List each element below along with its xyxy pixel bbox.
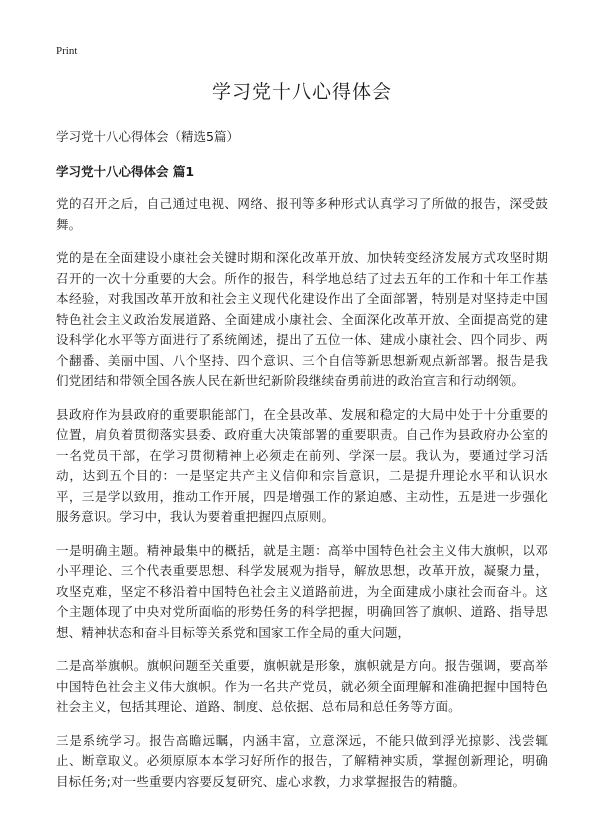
paragraph-3: 县政府作为县政府的重要职能部门，在全县改革、发展和稳定的大局中处于十分重要的位置，肩负着贯彻落实县委、政府重大决策部署的重要职责。自己作为县政府办公室的一名党员干部，在学习贯彻精神上必须走在前列、学深一层。我认为，要通过学习活动，达到五个目的：一是坚定共产主义信仰和宗旨意识，二是提升理论水平和认识水平，三是学以致用，推动工作开展，四是增强工作的紧迫感、主动性，五是进一步强化服务意识。学习中，我认为要着重把握四点原则。 — [56, 406, 548, 524]
paragraph-2: 党的是在全面建设小康社会关键时期和深化改革开放、加快转变经济发展方式攻坚时期召开的一次十分重要的大会。所作的报告，科学地总结了过去五年的工作和十年工作基本经验，对我国改革开放和社会主义现代化建设作出了全面部署，特别是对坚持走中国特色社会主义政治发展道路、全面建成小康社会、全面深化改革开放、全面提高党的建设科学化水平等方面进行了系统阐述，提出了五位一体、建成小康社会、四个同步、两个翻番、美丽中国、八个坚持、四个意识、三个自信等新思想新观点新部署。报告是我们党团结和带领全国各族人民在新世纪新阶段继续奋勇前进的政治宣言和行动纲领。 — [56, 250, 548, 388]
document-subtitle: 学习党十八心得体会（精选5篇） — [56, 129, 239, 144]
paragraph-1: 党的召开之后，自己通过电视、网络、报刊等多种形式认真学习了所做的报告，深受鼓舞。 — [56, 196, 548, 232]
paragraph-6: 三是系统学习。报告高瞻远瞩，内涵丰富，立意深远，不能只做到浮光掠影、浅尝辄止、断章取义。必须原原本本学习好所作的报告，了解精神实质，掌握创新理论，明确目标任务;对一些重要内容要反复研究、虚心求教，力求掌握报告的精髓。 — [56, 732, 548, 789]
section-heading: 学习党十八心得体会 篇1 — [56, 164, 195, 179]
paragraph-5: 二是高举旗帜。旗帜问题至关重要，旗帜就是形象，旗帜就是方向。报告强调，要高举中国特色社会主义伟大旗帜。作为一名共产党员，就必须全面理解和准确把握中国特色社会主义，包括其理论、道路、制度、总依据、总布局和总任务等方面。 — [56, 658, 548, 714]
paragraph-4: 一是明确主题。精神最集中的概括，就是主题：高举中国特色社会主义伟大旗帜，以邓小平理论、三个代表重要思想、科学发展观为指导，解放思想，改革开放，凝聚力量，攻坚克难，坚定不移沿着中国特色社会主义道路前进，为全面建成小康社会而奋斗。这个主题体现了中央对党所面临的形势任务的科学把握，明确回答了旗帜、道路、指导思想、精神状态和奋斗目标等关系党和国家工作全局的重大问题， — [56, 542, 548, 640]
print-label: Print — [56, 45, 78, 57]
document-title: 学习党十八心得体会 — [211, 81, 392, 103]
